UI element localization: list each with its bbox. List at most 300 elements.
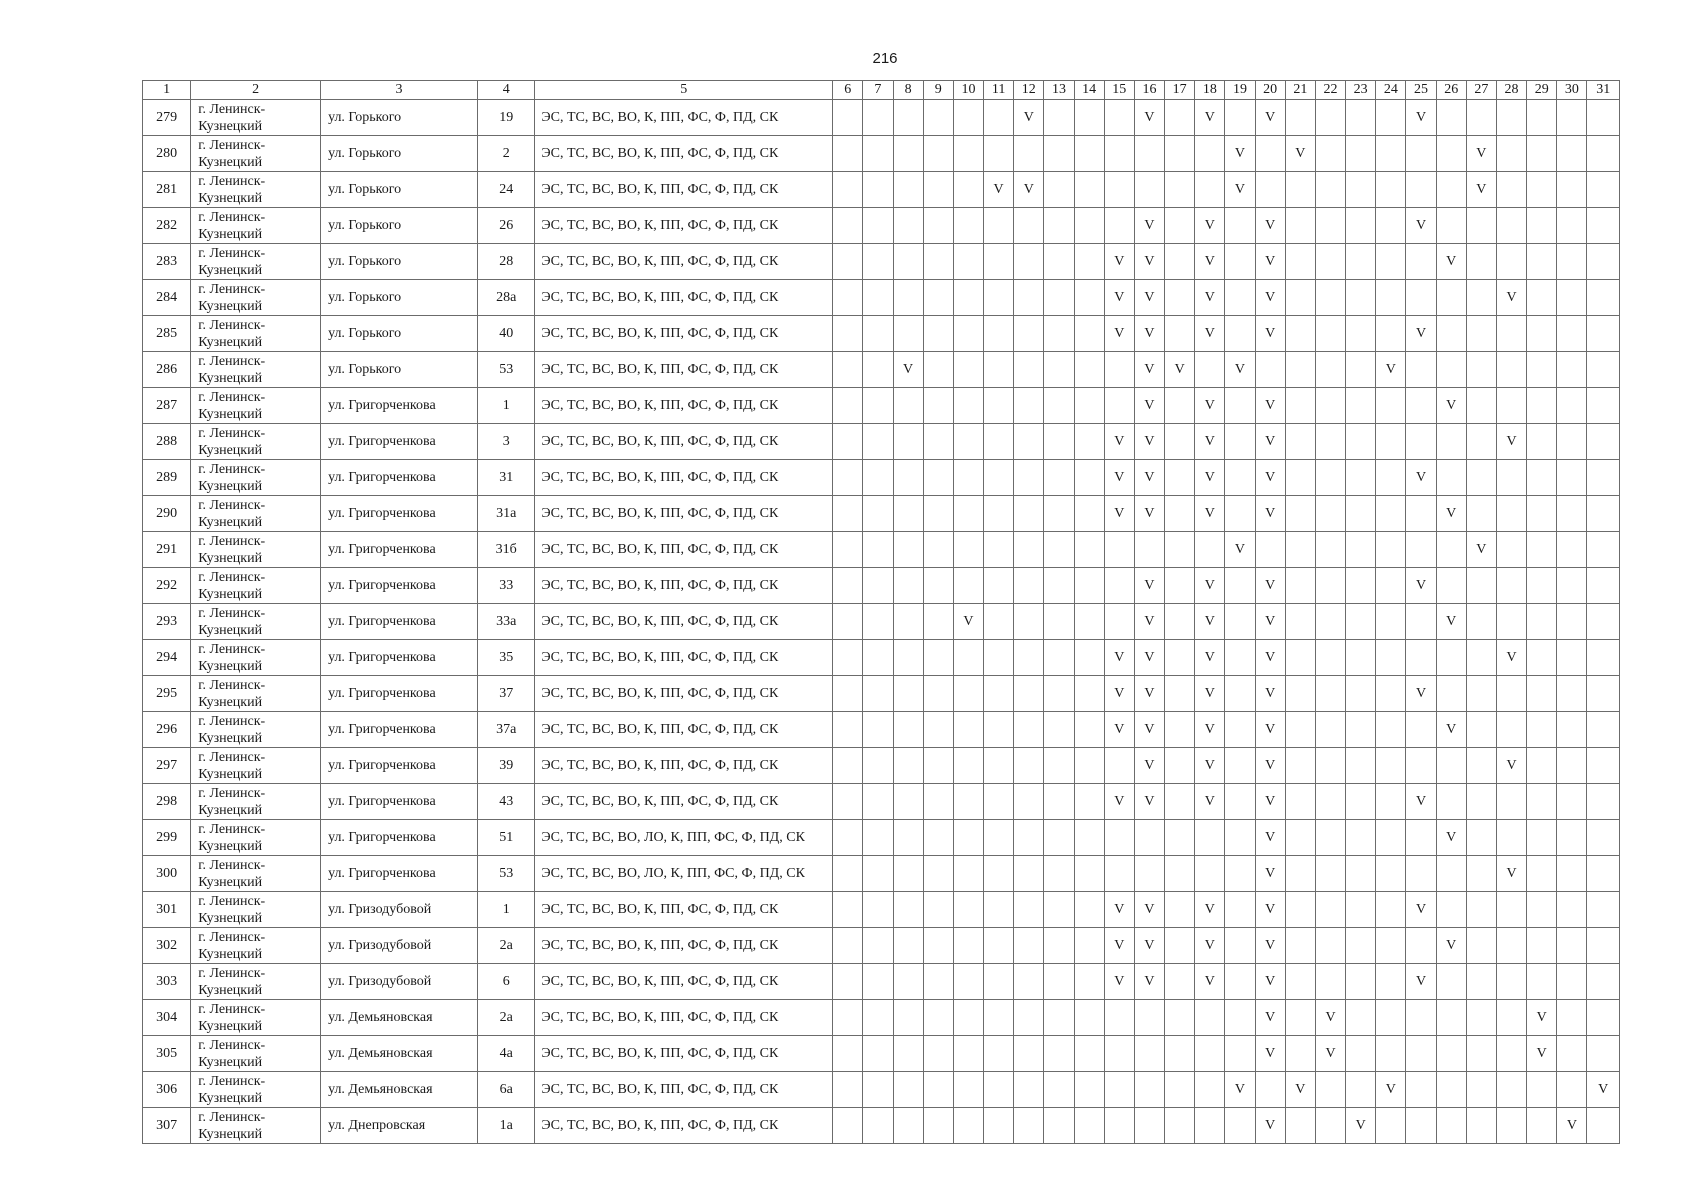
- check-mark: V: [1114, 505, 1125, 521]
- day-cell-14: [1074, 1108, 1104, 1144]
- table-row: [143, 100, 1620, 136]
- day-cell-21: [1285, 316, 1315, 352]
- day-cell-12: [1014, 208, 1044, 244]
- day-cell-13: [1044, 1072, 1074, 1108]
- day-cell-27: [1466, 280, 1496, 316]
- day-cell-6: [833, 964, 863, 1000]
- day-cell-14: [1074, 532, 1104, 568]
- table-row: [143, 568, 1620, 604]
- check-mark: V: [1265, 469, 1276, 485]
- city-cell: г. Ленинск-Кузнецкий: [191, 172, 321, 208]
- house-number-cell: 33а: [478, 604, 535, 640]
- day-cell-7: [863, 604, 893, 640]
- day-cell-17: [1165, 712, 1195, 748]
- day-cell-30: [1557, 1072, 1587, 1108]
- day-cell-10: [953, 748, 983, 784]
- page-number: 216: [872, 50, 898, 67]
- check-mark: V: [1144, 469, 1155, 485]
- day-cell-25: [1406, 136, 1436, 172]
- check-mark: V: [1476, 145, 1487, 161]
- day-cell-19: [1225, 1072, 1255, 1108]
- check-mark: V: [1114, 793, 1125, 809]
- day-cell-27: [1466, 244, 1496, 280]
- day-cell-6: [833, 604, 863, 640]
- day-cell-17: [1165, 496, 1195, 532]
- day-cell-12: [1014, 100, 1044, 136]
- day-cell-31: [1587, 280, 1620, 316]
- check-mark: V: [1415, 469, 1427, 485]
- day-cell-25: [1406, 316, 1436, 352]
- day-cell-16: [1134, 1000, 1164, 1036]
- check-mark: V: [1204, 397, 1215, 413]
- day-cell-12: [1014, 172, 1044, 208]
- day-cell-15: [1104, 100, 1134, 136]
- day-cell-16: [1134, 640, 1164, 676]
- day-cell-18: [1195, 568, 1225, 604]
- street-cell: ул. Григорченкова: [321, 568, 478, 604]
- column-header: 7: [863, 81, 893, 100]
- column-header: 12: [1014, 81, 1044, 100]
- day-cell-15: [1104, 856, 1134, 892]
- day-cell-15: [1104, 316, 1134, 352]
- day-cell-14: [1074, 244, 1104, 280]
- day-cell-9: [923, 1108, 953, 1144]
- day-cell-8: [893, 352, 923, 388]
- day-cell-10: [953, 316, 983, 352]
- day-cell-13: [1044, 604, 1074, 640]
- day-cell-20: [1255, 1072, 1285, 1108]
- day-cell-6: [833, 640, 863, 676]
- day-cell-22: [1315, 244, 1345, 280]
- day-cell-25: [1406, 856, 1436, 892]
- day-cell-22: [1315, 172, 1345, 208]
- day-cell-14: [1074, 208, 1104, 244]
- day-cell-6: [833, 1036, 863, 1072]
- day-cell-17: [1165, 748, 1195, 784]
- day-cell-10: [953, 388, 983, 424]
- day-cell-6: [833, 1000, 863, 1036]
- day-cell-10: [953, 892, 983, 928]
- column-header: 16: [1134, 81, 1164, 100]
- table-row: [143, 388, 1620, 424]
- services-cell: ЭС, ТС, ВС, ВО, К, ПП, ФС, Ф, ПД, СК: [535, 1000, 833, 1036]
- day-cell-16: [1134, 1072, 1164, 1108]
- check-mark: V: [1265, 613, 1276, 629]
- services-cell: ЭС, ТС, ВС, ВО, К, ПП, ФС, Ф, ПД, СК: [535, 316, 833, 352]
- day-cell-24: [1376, 1000, 1406, 1036]
- day-cell-11: [984, 424, 1014, 460]
- day-cell-31: [1587, 136, 1620, 172]
- house-number-cell: 31: [478, 460, 535, 496]
- day-cell-23: [1346, 712, 1376, 748]
- city-cell: г. Ленинск-Кузнецкий: [191, 280, 321, 316]
- day-cell-21: [1285, 424, 1315, 460]
- day-cell-25: [1406, 1072, 1436, 1108]
- day-cell-24: [1376, 280, 1406, 316]
- check-mark: V: [1204, 433, 1215, 449]
- day-cell-20: [1255, 100, 1285, 136]
- column-header: 13: [1044, 81, 1074, 100]
- day-cell-22: [1315, 460, 1345, 496]
- day-cell-20: [1255, 136, 1285, 172]
- day-cell-24: [1376, 820, 1406, 856]
- day-cell-16: [1134, 100, 1164, 136]
- day-cell-23: [1346, 136, 1376, 172]
- day-cell-21: [1285, 352, 1315, 388]
- day-cell-13: [1044, 856, 1074, 892]
- day-cell-29: [1527, 208, 1557, 244]
- house-number-cell: 4а: [478, 1036, 535, 1072]
- day-cell-10: [953, 352, 983, 388]
- check-mark: V: [1476, 181, 1487, 197]
- row-number-cell: 305: [143, 1036, 191, 1072]
- day-cell-11: [984, 604, 1014, 640]
- day-cell-8: [893, 1036, 923, 1072]
- day-cell-28: [1496, 1072, 1526, 1108]
- day-cell-27: [1466, 388, 1496, 424]
- day-cell-15: [1104, 1000, 1134, 1036]
- day-cell-31: [1587, 856, 1620, 892]
- services-cell: ЭС, ТС, ВС, ВО, К, ПП, ФС, Ф, ПД, СК: [535, 172, 833, 208]
- day-cell-9: [923, 892, 953, 928]
- day-cell-20: [1255, 712, 1285, 748]
- day-cell-23: [1346, 892, 1376, 928]
- table-row: [143, 172, 1620, 208]
- house-number-cell: 26: [478, 208, 535, 244]
- day-cell-21: [1285, 892, 1315, 928]
- day-cell-8: [893, 748, 923, 784]
- day-cell-24: [1376, 100, 1406, 136]
- day-cell-7: [863, 532, 893, 568]
- day-cell-30: [1557, 244, 1587, 280]
- check-mark: V: [1144, 649, 1155, 665]
- day-cell-30: [1557, 928, 1587, 964]
- check-mark: V: [1265, 433, 1276, 449]
- day-cell-13: [1044, 352, 1074, 388]
- day-cell-25: [1406, 748, 1436, 784]
- day-cell-20: [1255, 676, 1285, 712]
- day-cell-14: [1074, 712, 1104, 748]
- check-mark: V: [1506, 433, 1517, 449]
- day-cell-18: [1195, 1108, 1225, 1144]
- check-mark: V: [1415, 793, 1427, 809]
- house-number-cell: 1а: [478, 1108, 535, 1144]
- day-cell-25: [1406, 460, 1436, 496]
- day-cell-24: [1376, 172, 1406, 208]
- column-header: 14: [1074, 81, 1104, 100]
- day-cell-31: [1587, 892, 1620, 928]
- day-cell-26: [1436, 460, 1466, 496]
- check-mark: V: [1114, 937, 1125, 953]
- day-cell-21: [1285, 568, 1315, 604]
- day-cell-22: [1315, 964, 1345, 1000]
- day-cell-24: [1376, 748, 1406, 784]
- day-cell-19: [1225, 928, 1255, 964]
- day-cell-19: [1225, 244, 1255, 280]
- day-cell-20: [1255, 964, 1285, 1000]
- house-number-cell: 1: [478, 892, 535, 928]
- day-cell-10: [953, 244, 983, 280]
- day-cell-19: [1225, 460, 1255, 496]
- check-mark: V: [1415, 901, 1427, 917]
- day-cell-20: [1255, 1108, 1285, 1144]
- check-mark: V: [1144, 109, 1155, 125]
- day-cell-21: [1285, 1072, 1315, 1108]
- day-cell-29: [1527, 856, 1557, 892]
- day-cell-8: [893, 532, 923, 568]
- day-cell-16: [1134, 208, 1164, 244]
- check-mark: V: [1114, 685, 1125, 701]
- table-row: [143, 892, 1620, 928]
- day-cell-7: [863, 748, 893, 784]
- day-cell-28: [1496, 424, 1526, 460]
- day-cell-12: [1014, 460, 1044, 496]
- day-cell-25: [1406, 604, 1436, 640]
- day-cell-17: [1165, 1036, 1195, 1072]
- day-cell-15: [1104, 388, 1134, 424]
- day-cell-13: [1044, 532, 1074, 568]
- day-cell-28: [1496, 784, 1526, 820]
- day-cell-28: [1496, 1108, 1526, 1144]
- day-cell-22: [1315, 388, 1345, 424]
- check-mark: V: [1144, 361, 1155, 377]
- row-number-cell: 280: [143, 136, 191, 172]
- day-cell-31: [1587, 820, 1620, 856]
- street-cell: ул. Григорченкова: [321, 532, 478, 568]
- day-cell-12: [1014, 892, 1044, 928]
- day-cell-30: [1557, 640, 1587, 676]
- day-cell-23: [1346, 856, 1376, 892]
- day-cell-27: [1466, 820, 1496, 856]
- day-cell-6: [833, 676, 863, 712]
- column-header: 9: [923, 81, 953, 100]
- house-number-cell: 43: [478, 784, 535, 820]
- check-mark: V: [1446, 829, 1457, 845]
- day-cell-31: [1587, 100, 1620, 136]
- row-number-cell: 301: [143, 892, 191, 928]
- day-cell-17: [1165, 676, 1195, 712]
- day-cell-13: [1044, 568, 1074, 604]
- day-cell-23: [1346, 748, 1376, 784]
- day-cell-30: [1557, 1036, 1587, 1072]
- day-cell-21: [1285, 100, 1315, 136]
- day-cell-25: [1406, 172, 1436, 208]
- day-cell-15: [1104, 136, 1134, 172]
- day-cell-31: [1587, 928, 1620, 964]
- day-cell-29: [1527, 316, 1557, 352]
- column-header: 5: [535, 81, 833, 100]
- day-cell-7: [863, 352, 893, 388]
- day-cell-26: [1436, 244, 1466, 280]
- day-cell-29: [1527, 640, 1557, 676]
- check-mark: V: [1204, 325, 1215, 341]
- day-cell-26: [1436, 928, 1466, 964]
- street-cell: ул. Горького: [321, 136, 478, 172]
- day-cell-29: [1527, 568, 1557, 604]
- day-cell-28: [1496, 496, 1526, 532]
- day-cell-14: [1074, 496, 1104, 532]
- check-mark: V: [1204, 253, 1215, 269]
- day-cell-9: [923, 388, 953, 424]
- day-cell-13: [1044, 424, 1074, 460]
- day-cell-8: [893, 892, 923, 928]
- column-header: 1: [143, 81, 191, 100]
- street-cell: ул. Горького: [321, 172, 478, 208]
- day-cell-28: [1496, 856, 1526, 892]
- day-cell-19: [1225, 604, 1255, 640]
- city-cell: г. Ленинск-Кузнецкий: [191, 676, 321, 712]
- day-cell-13: [1044, 892, 1074, 928]
- day-cell-26: [1436, 352, 1466, 388]
- check-mark: V: [1204, 577, 1215, 593]
- day-cell-6: [833, 352, 863, 388]
- day-cell-14: [1074, 352, 1104, 388]
- day-cell-31: [1587, 1036, 1620, 1072]
- day-cell-18: [1195, 640, 1225, 676]
- day-cell-15: [1104, 280, 1134, 316]
- check-mark: V: [1204, 757, 1215, 773]
- row-number-cell: 289: [143, 460, 191, 496]
- day-cell-18: [1195, 928, 1225, 964]
- check-mark: V: [1446, 505, 1457, 521]
- day-cell-14: [1074, 1072, 1104, 1108]
- day-cell-9: [923, 748, 953, 784]
- street-cell: ул. Горького: [321, 208, 478, 244]
- check-mark: V: [1415, 577, 1427, 593]
- column-header: 22: [1315, 81, 1345, 100]
- day-cell-22: [1315, 1036, 1345, 1072]
- day-cell-22: [1315, 1108, 1345, 1144]
- day-cell-30: [1557, 604, 1587, 640]
- day-cell-11: [984, 316, 1014, 352]
- day-cell-30: [1557, 136, 1587, 172]
- day-cell-17: [1165, 604, 1195, 640]
- day-cell-27: [1466, 892, 1496, 928]
- day-cell-23: [1346, 388, 1376, 424]
- day-cell-27: [1466, 640, 1496, 676]
- day-cell-16: [1134, 352, 1164, 388]
- check-mark: V: [1265, 397, 1276, 413]
- day-cell-7: [863, 1000, 893, 1036]
- column-header: 4: [478, 81, 535, 100]
- day-cell-15: [1104, 496, 1134, 532]
- day-cell-29: [1527, 388, 1557, 424]
- check-mark: V: [1204, 469, 1215, 485]
- day-cell-17: [1165, 280, 1195, 316]
- row-number-cell: 296: [143, 712, 191, 748]
- check-mark: V: [1265, 829, 1276, 845]
- day-cell-22: [1315, 1072, 1345, 1108]
- day-cell-21: [1285, 532, 1315, 568]
- day-cell-19: [1225, 748, 1255, 784]
- day-cell-20: [1255, 1000, 1285, 1036]
- day-cell-24: [1376, 568, 1406, 604]
- day-cell-17: [1165, 244, 1195, 280]
- day-cell-11: [984, 1108, 1014, 1144]
- day-cell-24: [1376, 928, 1406, 964]
- day-cell-14: [1074, 676, 1104, 712]
- day-cell-16: [1134, 964, 1164, 1000]
- day-cell-8: [893, 316, 923, 352]
- day-cell-15: [1104, 928, 1134, 964]
- day-cell-13: [1044, 676, 1074, 712]
- street-cell: ул. Горького: [321, 280, 478, 316]
- check-mark: V: [1234, 181, 1246, 197]
- day-cell-18: [1195, 820, 1225, 856]
- day-cell-7: [863, 316, 893, 352]
- day-cell-10: [953, 532, 983, 568]
- day-cell-27: [1466, 460, 1496, 496]
- row-number-cell: 307: [143, 1108, 191, 1144]
- day-cell-13: [1044, 136, 1074, 172]
- day-cell-13: [1044, 388, 1074, 424]
- day-cell-12: [1014, 604, 1044, 640]
- day-cell-31: [1587, 1108, 1620, 1144]
- day-cell-26: [1436, 316, 1466, 352]
- house-number-cell: 40: [478, 316, 535, 352]
- house-number-cell: 19: [478, 100, 535, 136]
- day-cell-12: [1014, 748, 1044, 784]
- services-cell: ЭС, ТС, ВС, ВО, К, ПП, ФС, Ф, ПД, СК: [535, 748, 833, 784]
- day-cell-31: [1587, 604, 1620, 640]
- column-header: 31: [1587, 81, 1620, 100]
- day-cell-24: [1376, 136, 1406, 172]
- day-cell-8: [893, 136, 923, 172]
- services-cell: ЭС, ТС, ВС, ВО, ЛО, К, ПП, ФС, Ф, ПД, СК: [535, 820, 833, 856]
- day-cell-7: [863, 1036, 893, 1072]
- street-cell: ул. Горького: [321, 244, 478, 280]
- day-cell-14: [1074, 424, 1104, 460]
- day-cell-24: [1376, 496, 1406, 532]
- table-row: [143, 1000, 1620, 1036]
- row-number-cell: 304: [143, 1000, 191, 1036]
- day-cell-22: [1315, 892, 1345, 928]
- day-cell-31: [1587, 748, 1620, 784]
- check-mark: V: [1265, 505, 1276, 521]
- day-cell-11: [984, 100, 1014, 136]
- row-number-cell: 286: [143, 352, 191, 388]
- day-cell-27: [1466, 604, 1496, 640]
- day-cell-27: [1466, 1036, 1496, 1072]
- day-cell-25: [1406, 496, 1436, 532]
- day-cell-31: [1587, 352, 1620, 388]
- row-number-cell: 285: [143, 316, 191, 352]
- day-cell-30: [1557, 388, 1587, 424]
- day-cell-17: [1165, 1072, 1195, 1108]
- row-number-cell: 298: [143, 784, 191, 820]
- house-number-cell: 28: [478, 244, 535, 280]
- day-cell-8: [893, 1000, 923, 1036]
- check-mark: V: [1023, 181, 1034, 197]
- services-cell: ЭС, ТС, ВС, ВО, К, ПП, ФС, Ф, ПД, СК: [535, 676, 833, 712]
- day-cell-14: [1074, 100, 1104, 136]
- services-cell: ЭС, ТС, ВС, ВО, К, ПП, ФС, Ф, ПД, СК: [535, 964, 833, 1000]
- table-row: [143, 244, 1620, 280]
- check-mark: V: [1204, 109, 1215, 125]
- check-mark: V: [1174, 361, 1185, 377]
- day-cell-25: [1406, 280, 1436, 316]
- day-cell-6: [833, 748, 863, 784]
- day-cell-28: [1496, 820, 1526, 856]
- check-mark: V: [1536, 1045, 1547, 1061]
- check-mark: V: [1325, 1045, 1336, 1061]
- row-number-cell: 302: [143, 928, 191, 964]
- day-cell-23: [1346, 820, 1376, 856]
- day-cell-29: [1527, 172, 1557, 208]
- table-row: [143, 532, 1620, 568]
- check-mark: V: [1265, 649, 1276, 665]
- day-cell-28: [1496, 676, 1526, 712]
